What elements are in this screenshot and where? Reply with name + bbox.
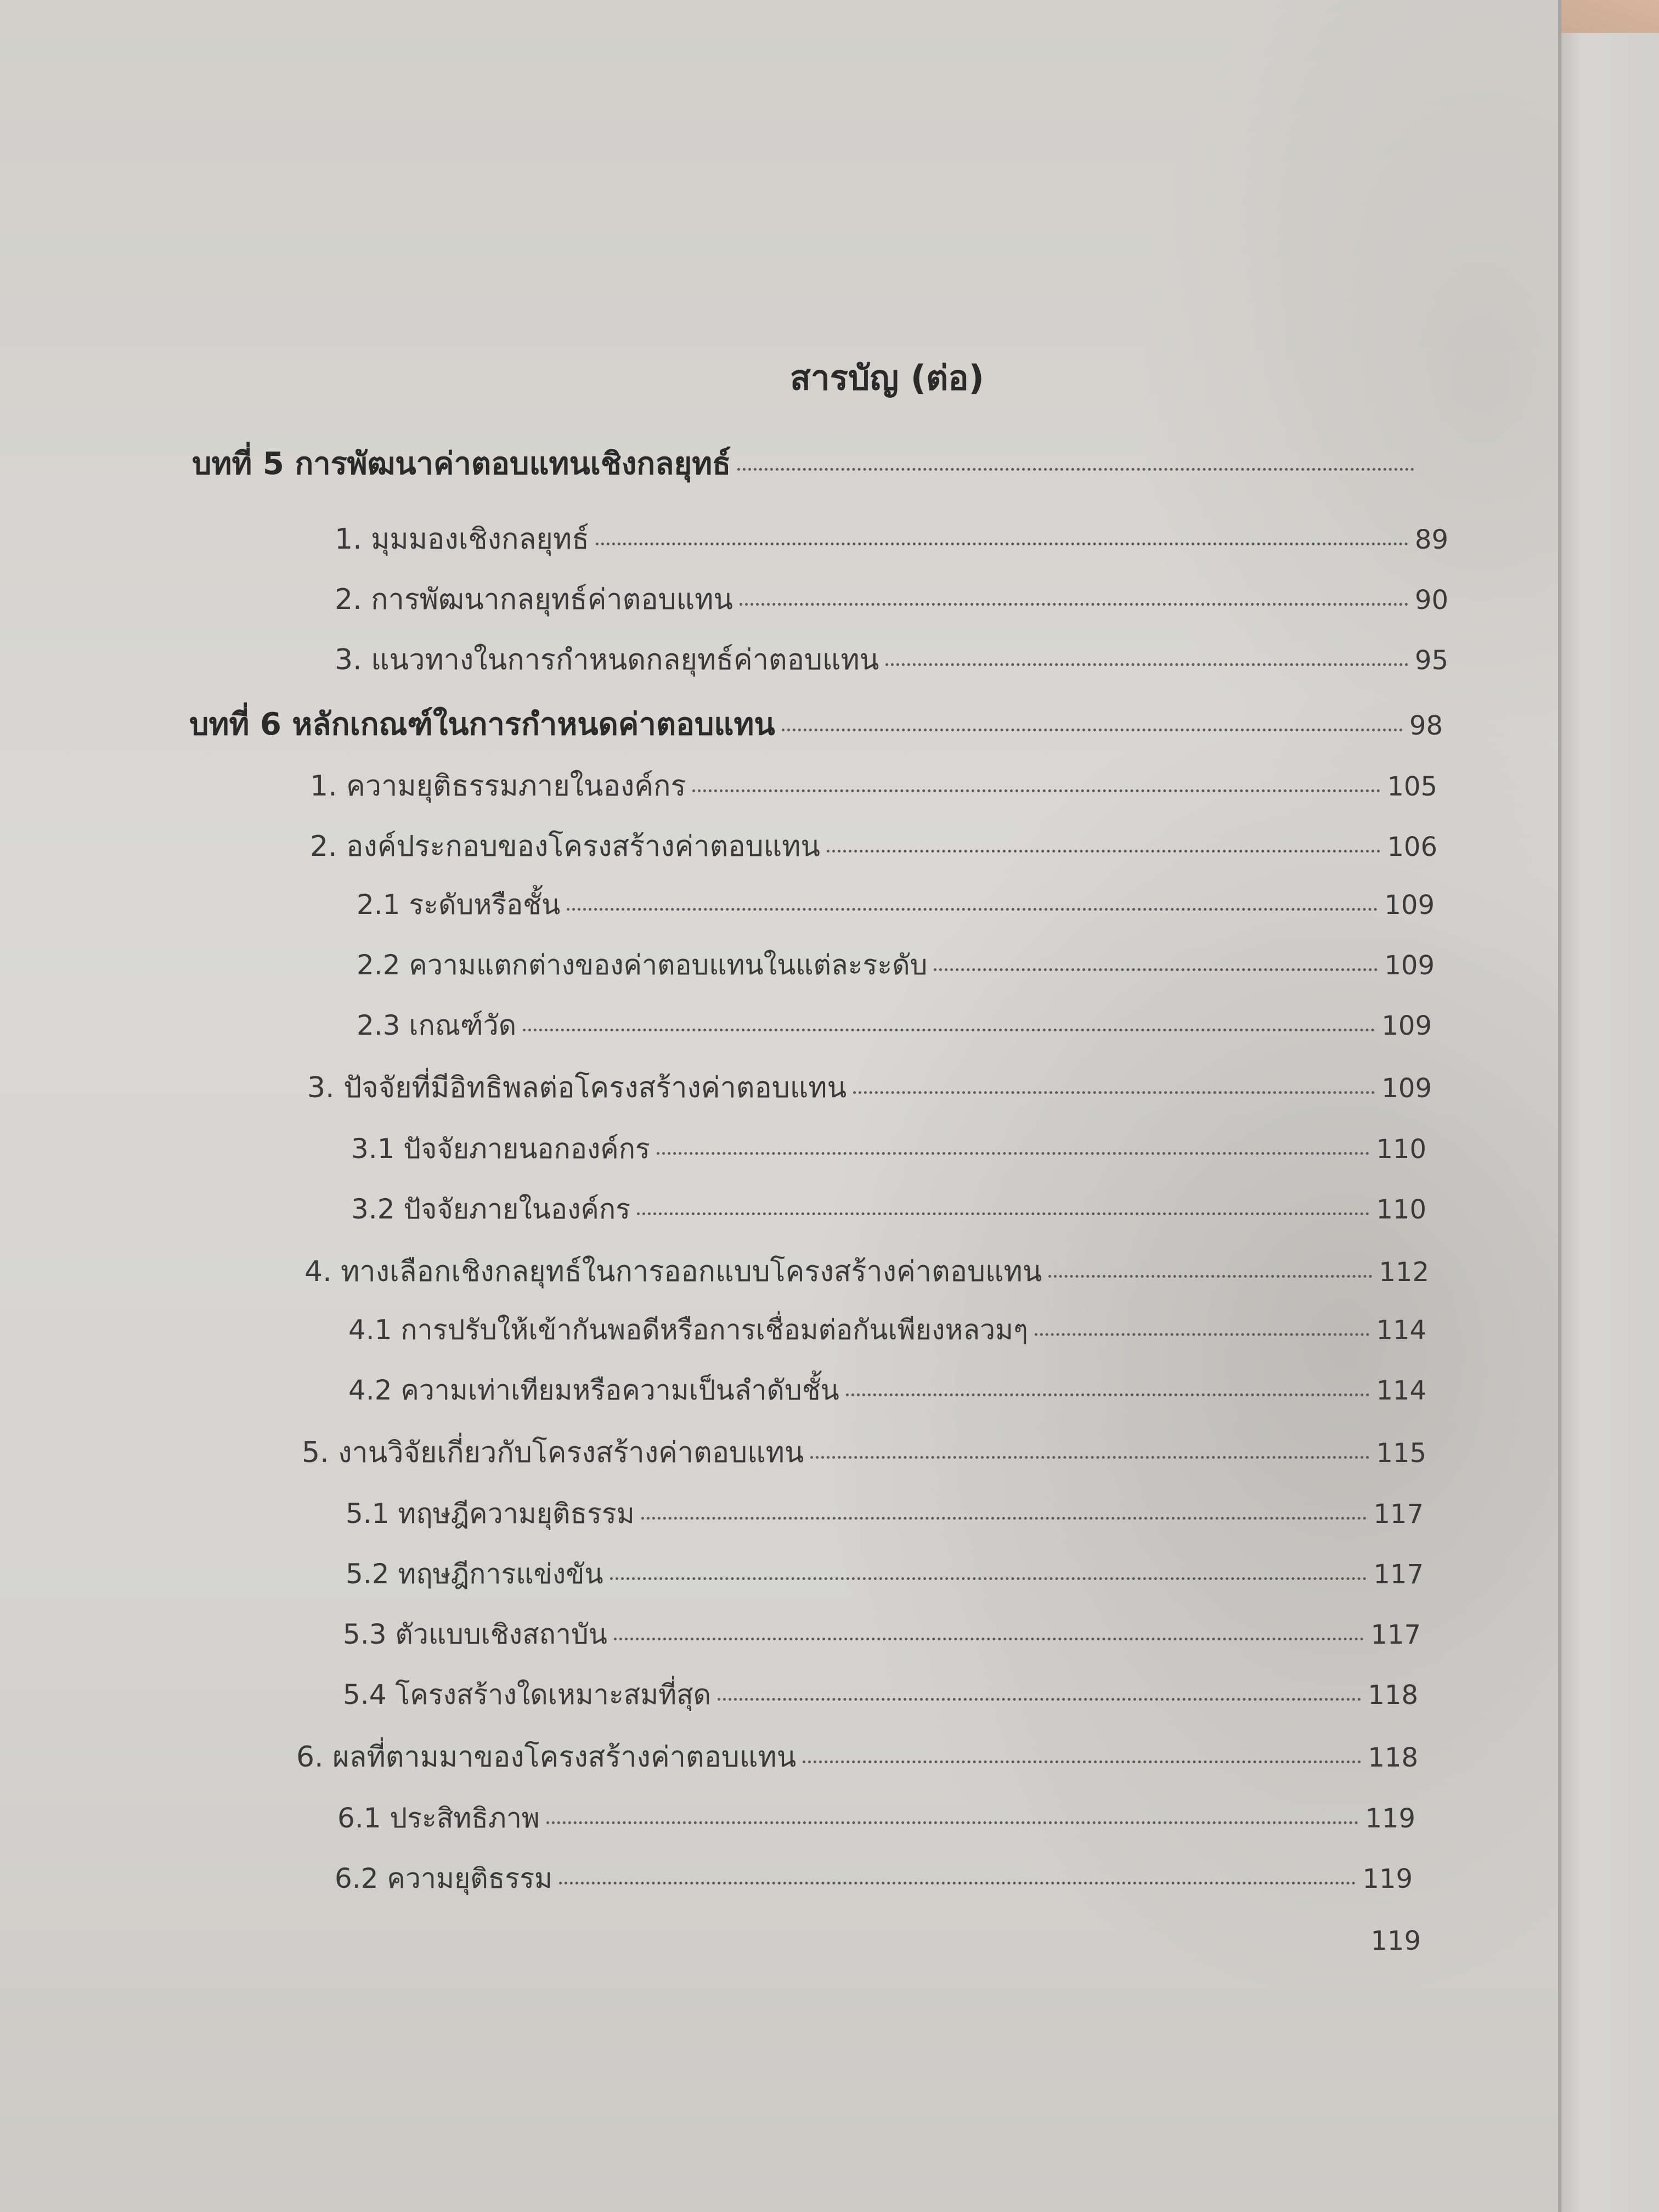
toc-page-number: 114 xyxy=(1376,1375,1426,1406)
toc-label: 4.2 ความเท่าเทียมหรือความเป็นลำดับชั้น xyxy=(348,1374,839,1406)
toc-chapter-5 xyxy=(192,439,1421,492)
toc-subitem xyxy=(337,1797,1415,1849)
dot-leader xyxy=(782,729,1403,731)
toc-page-number: 89 xyxy=(1414,524,1448,555)
toc-page-number: 117 xyxy=(1373,1559,1424,1590)
dot-leader xyxy=(692,789,1380,792)
toc-label: บทที่ 5 การพัฒนาค่าตอบแทนเชิงกลยุทธ์ xyxy=(192,446,731,482)
toc-page-number: 106 xyxy=(1387,832,1437,862)
toc-subitem xyxy=(346,1553,1424,1605)
toc-page-number: 112 xyxy=(1379,1257,1429,1288)
dot-leader xyxy=(827,850,1380,853)
toc-label: 5.3 ตัวแบบเชิงสถาบัน xyxy=(343,1618,607,1650)
toc-item xyxy=(307,1064,1432,1117)
dot-leader xyxy=(853,1091,1375,1094)
next-page-edge xyxy=(1553,33,1659,2212)
toc-page-number: 119 xyxy=(1370,1926,1421,1956)
toc-label: 5.2 ทฤษฎีการแข่งขัน xyxy=(346,1558,603,1590)
toc-page-number: 110 xyxy=(1376,1194,1426,1225)
dot-leader xyxy=(846,1393,1370,1396)
toc-subitem xyxy=(357,1004,1432,1057)
toc-subitem xyxy=(351,1188,1426,1240)
dot-leader xyxy=(614,1638,1364,1640)
toc-label: 1. มุมมองเชิงกลยุทธ์ xyxy=(335,523,589,556)
dot-leader xyxy=(718,1698,1361,1701)
toc-label: 5.1 ทฤษฎีความยุติธรรม xyxy=(346,1498,635,1530)
dot-leader xyxy=(934,968,1378,971)
toc-label: 3.1 ปัจจัยภายนอกองค์กร xyxy=(351,1133,650,1165)
toc-item xyxy=(335,576,1448,629)
toc-label: 4.1 การปรับให้เข้ากันพอดีหรือการเชื่อมต่อกันเพียงหลวมๆ xyxy=(348,1314,1028,1346)
page-title: สารบัญ (ต่อ) xyxy=(790,358,984,398)
toc-item xyxy=(310,763,1437,815)
dot-leader xyxy=(1048,1275,1372,1278)
toc-subitem xyxy=(351,1127,1426,1180)
dot-leader xyxy=(1035,1333,1370,1336)
toc-page-number: 114 xyxy=(1376,1315,1426,1346)
dot-leader xyxy=(657,1152,1370,1155)
dot-leader xyxy=(567,908,1378,911)
toc-page-number: 90 xyxy=(1414,585,1448,616)
toc-label: 6. ผลที่ตามมาของโครงสร้างค่าตอบแทน xyxy=(296,1741,797,1774)
toc-page-number: 105 xyxy=(1387,771,1437,802)
dot-leader xyxy=(803,1760,1361,1763)
toc-subitem xyxy=(357,883,1435,936)
dot-leader xyxy=(885,663,1408,666)
toc-page-number: 109 xyxy=(1381,1011,1432,1041)
dot-leader xyxy=(546,1821,1359,1824)
toc-label: 2.3 เกณฑ์วัด xyxy=(357,1009,517,1041)
toc-label: 2. การพัฒนากลยุทธ์ค่าตอบแทน xyxy=(335,583,733,616)
toc-label: 3. ปัจจัยที่มีอิทธิพลต่อโครงสร้างค่าตอบแทน xyxy=(307,1071,847,1104)
toc-page-number: 98 xyxy=(1409,710,1443,741)
dot-leader xyxy=(559,1882,1356,1884)
toc-label: 5.4 โครงสร้างใดเหมาะสมที่สุด xyxy=(343,1679,712,1711)
dot-leader xyxy=(637,1212,1369,1215)
dot-leader xyxy=(641,1517,1367,1520)
toc-page-number: 109 xyxy=(1384,890,1435,921)
dot-leader xyxy=(740,603,1408,606)
toc-page-number: 117 xyxy=(1370,1620,1421,1650)
toc-label: 2. องค์ประกอบของโครงสร้างค่าตอบแทน xyxy=(310,830,820,863)
toc-page-number: 109 xyxy=(1381,1073,1432,1104)
toc-label: 3.2 ปัจจัยภายในองค์กร xyxy=(351,1193,630,1225)
toc-label: 5. งานวิจัยเกี่ยวกับโครงสร้างค่าตอบแทน xyxy=(302,1436,804,1469)
toc-page-number: 117 xyxy=(1373,1499,1424,1530)
toc-page-number: 110 xyxy=(1376,1134,1426,1165)
toc-page-number: 119 xyxy=(1365,1803,1415,1834)
dot-leader xyxy=(523,1029,1375,1031)
toc-page-number: 118 xyxy=(1368,1680,1418,1711)
toc-label: 6.2 ความยุติธรรม xyxy=(335,1863,552,1894)
dot-leader xyxy=(596,543,1408,545)
toc-page-number: 109 xyxy=(1384,950,1435,981)
toc-label: 6.1 ประสิทธิภาพ xyxy=(337,1802,540,1834)
toc-subitem xyxy=(348,1308,1426,1361)
toc-subitem xyxy=(343,1673,1418,1726)
toc-item xyxy=(304,1248,1429,1301)
toc-subitem xyxy=(335,1857,1413,1910)
toc-page-number: 95 xyxy=(1414,645,1448,676)
toc-item xyxy=(335,516,1448,568)
toc-subitem xyxy=(348,1369,1426,1421)
toc-trailing-page-number xyxy=(1366,1926,1421,1978)
toc-label: 1. ความยุติธรรมภายในองค์กร xyxy=(310,770,686,803)
toc-label: บทที่ 6 หลักเกณฑ์ในการกำหนดค่าตอบแทน xyxy=(189,707,775,742)
toc-page-number: 119 xyxy=(1362,1864,1413,1894)
toc-item xyxy=(302,1429,1426,1482)
toc-item xyxy=(335,636,1448,689)
toc-item xyxy=(296,1734,1418,1786)
toc-label: 3. แนวทางในการกำหนดกลยุทธ์ค่าตอบแทน xyxy=(335,644,879,676)
toc-page-number: 115 xyxy=(1376,1438,1426,1469)
toc-label: 2.2 ความแตกต่างของค่าตอบแทนในแต่ละระดับ xyxy=(357,949,928,981)
dot-leader xyxy=(737,468,1414,471)
toc-label: 2.1 ระดับหรือชั้น xyxy=(357,889,561,921)
toc-page-number: 118 xyxy=(1368,1742,1418,1773)
toc-subitem xyxy=(346,1492,1424,1545)
toc-label: 4. ทางเลือกเชิงกลยุทธ์ในการออกแบบโครงสร้างค่าตอบแทน xyxy=(304,1255,1042,1288)
dot-leader xyxy=(810,1456,1369,1459)
toc-item xyxy=(310,823,1437,876)
toc-subitem xyxy=(357,944,1435,996)
toc-chapter-6 xyxy=(189,699,1443,752)
dot-leader xyxy=(610,1577,1367,1580)
toc-subitem xyxy=(343,1613,1421,1666)
